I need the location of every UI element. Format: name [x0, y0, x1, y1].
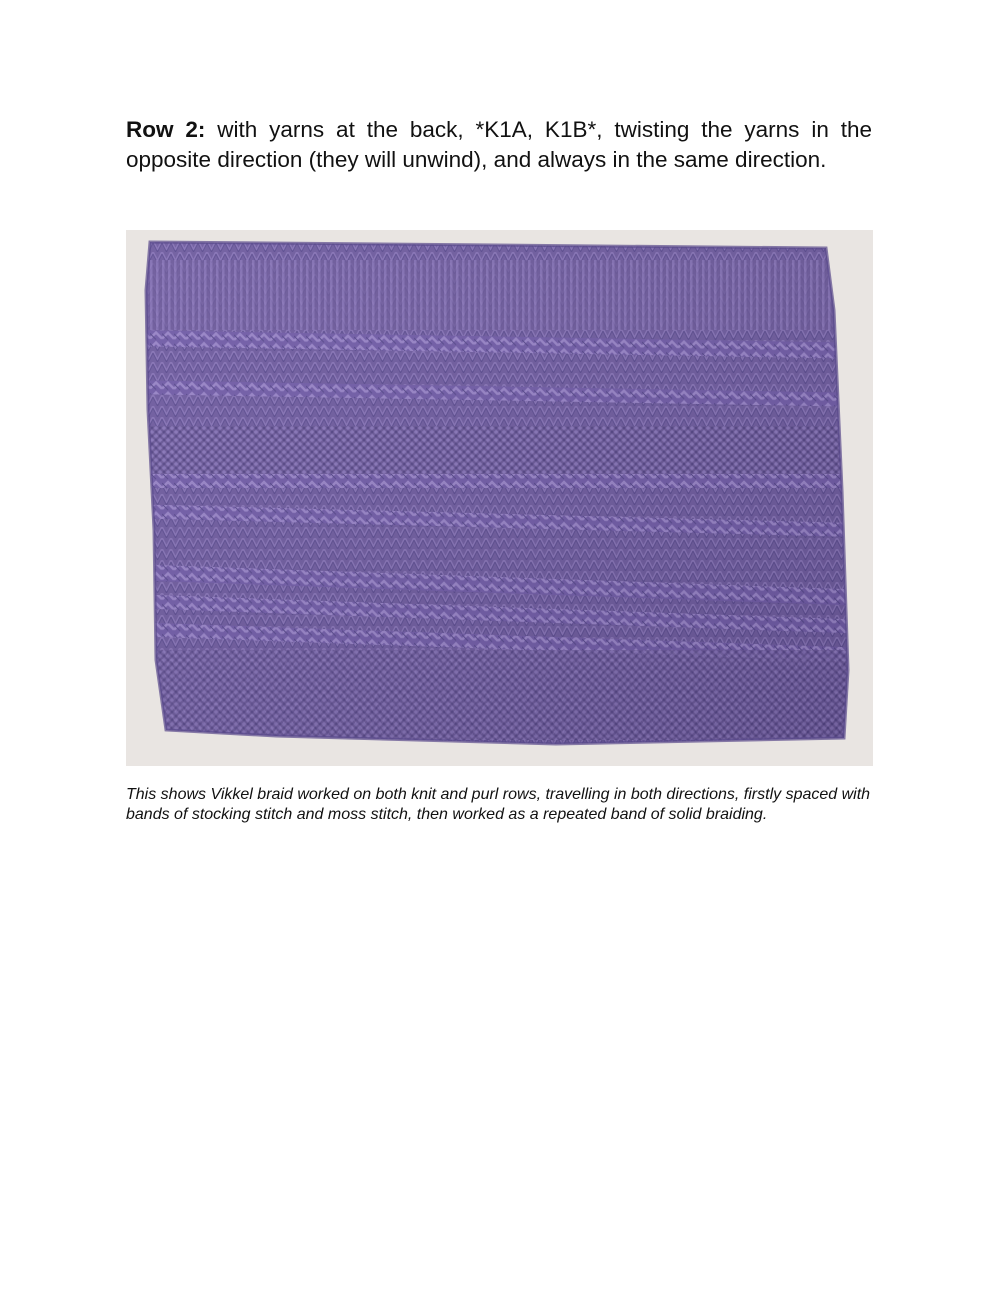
row-label: Row 2:: [126, 117, 206, 142]
swatch-photo: [126, 230, 873, 766]
instruction-text: with yarns at the back, *K1A, K1B*, twisting the yarns in the opposite direction (they will unwind), and always in the same direction.: [126, 117, 872, 172]
photo-caption: This shows Vikkel braid worked on both knit and purl rows, travelling in both directions, firstly spaced with bands of stocking stitch and moss stitch, then worked as a repeated band of solid braiding.: [126, 786, 871, 823]
knitted-swatch-image: [126, 230, 873, 766]
instruction-paragraph: [126, 115, 872, 175]
